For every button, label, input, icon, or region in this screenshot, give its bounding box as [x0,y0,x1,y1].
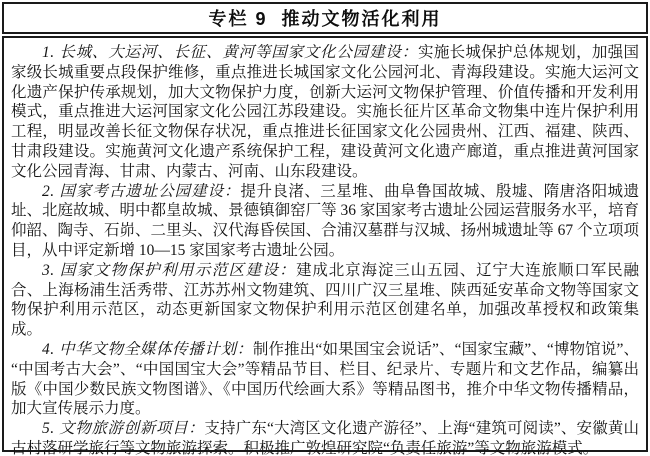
item-body: 建成北京海淀三山五园、辽宁大连旅顺口军民融合、上海杨浦生活秀带、江苏苏州文物建筑、四川广汉三星堆、陕西延安革命文物等国家文物保护利用示范区，动态更新国家文物保护利用示范区创建名单，加强改革授权和政策集成。 [11,261,639,339]
item-lead: 5. 文物旅游创新项目： [42,420,205,438]
item-lead: 2. 国家考古遗址公园建设： [42,182,241,200]
item-paragraph-1 [11,43,639,182]
panel-content-box [2,36,648,456]
item-lead: 4. 中华文物全媒体传播计划： [42,340,253,358]
item-body: 制作推出“如果国宝会说话”、“国家宝藏”、“博物馆说”、“中国考古大会”、“中国国宝大会”等精品节目、栏目、纪录片、专题片和文艺作品，编纂出版《中国少数民族文物图谱》、《中国历代绘画大系》等精品图书，推介中华文物传播精品，加大宣传展示力度。 [11,340,639,418]
panel-title-box [2,2,648,34]
item-paragraph-3 [11,261,639,340]
item-lead: 3. 国家文物保护利用示范区建设： [42,261,297,279]
panel-title-prefix: 专栏 9 [208,9,268,29]
item-paragraph-5 [11,419,639,456]
item-body: 支持广东“大湾区文化遗产游径”、上海“建筑可阅读”、安徽黄山古村落研学旅行等文物旅游探索。积极推广敦煌研究院“负责任旅游”等文物旅游模式。 [11,420,639,456]
item-paragraph-2 [11,182,639,261]
panel-title: 推动文物活化利用 [281,9,442,29]
item-body: 实施长城保护总体规划，加强国家级长城重要点段保护维修，重点推进长城国家文化公园河北、青海段建设。实施大运河文化遗产保护传承规划，加大文物保护力度，创新大运河文物保护管理、价值传播和开发利用模式，重点推进大运河国家文化公园江苏段建设。实施长征片区革命文物集中连片保护利用工程，明显改善长征文物保存状况，重点推进长征国家文化公园贵州、江西、福建、陕西、甘肃段建设。实施黄河文化遗产系统保护工程，建设黄河文化遗产廊道，重点推进黄河国家文化公园青海、甘肃、内蒙古、河南、山东段建设。 [11,44,639,180]
item-lead: 1. 长城、大运河、长征、黄河等国家文化公园建设： [42,44,419,61]
item-body: 提升良渚、三星堆、曲阜鲁国故城、殷墟、隋唐洛阳城遗址、北庭故城、明中都皇故城、景德镇御窑厂等 36 家国家考古遗址公园运营服务水平，培育仰韶、陶寺、石峁、二里头、汉代海昏侯国、合浦汉墓群与汉城、扬州城遗址等 67 个立项项目，从中评定新增 10—15 家国家考古遗址公园。 [11,182,639,259]
item-paragraph-4 [11,340,639,419]
